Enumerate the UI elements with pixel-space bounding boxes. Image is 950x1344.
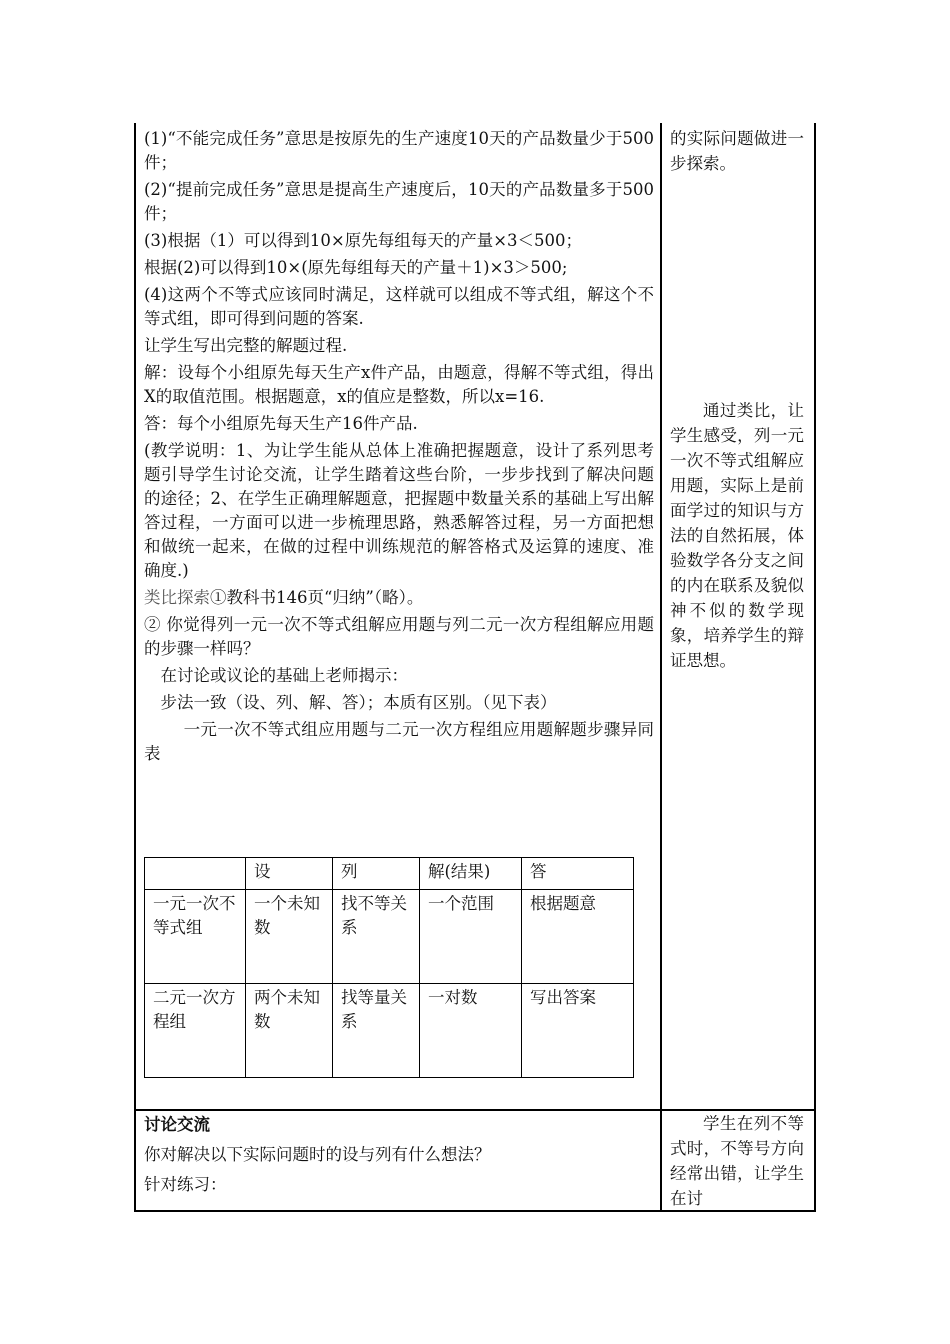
table-cell: 一个范围 bbox=[420, 890, 522, 984]
paragraph-13: 步法一致（设、列、解、答）；本质有区别。（见下表） bbox=[160, 693, 557, 712]
table-row bbox=[145, 984, 634, 1078]
table-cell: 根据题意 bbox=[522, 890, 634, 984]
table-cell: 找等量关系 bbox=[333, 984, 420, 1078]
table-cell: 一个未知数 bbox=[246, 890, 333, 984]
header-cell: 设 bbox=[246, 858, 333, 890]
paragraph-3: (3)根据（1）可以得到10×原先每组每天的产量×3＜500； bbox=[144, 231, 583, 250]
table-cell: 两个未知数 bbox=[246, 984, 333, 1078]
side-note-1 bbox=[670, 126, 804, 176]
main-content bbox=[144, 127, 654, 769]
table-row bbox=[145, 890, 634, 984]
side-note-2 bbox=[670, 398, 804, 673]
lesson-table bbox=[134, 123, 816, 1212]
table-header-row bbox=[145, 858, 634, 890]
paragraph-4: 根据(2)可以得到10×(原先每组每天的产量＋1)×3＞500; bbox=[144, 258, 568, 277]
paragraph-10 bbox=[144, 586, 654, 610]
left-border bbox=[134, 123, 136, 1212]
side-note-text: 通过类比，让学生感受，列一元一次不等式组解应用题，实际上是前面学过的知识与方法的自然拓展，体验数学各分支之间的内在联系及貌似神不似的数学现象，培养学生的辩证思想。 bbox=[670, 401, 804, 670]
paragraph-1: (1)“不能完成任务”意思是按原先的生产速度10天的产品数量少于500件； bbox=[144, 129, 654, 172]
analogy-label: 类比探索 bbox=[144, 588, 210, 607]
paragraph-7: 解：设每个小组原先每天生产x件产品，由题意，得解不等式组，得出X的取值范围。根据题意，x的值应是整数，所以x=16. bbox=[144, 363, 654, 406]
comparison-table bbox=[144, 857, 634, 1078]
analogy-text: ①教科书146页“归纳”（略）。 bbox=[210, 588, 424, 607]
paragraph-6: 让学生写出完整的解题过程. bbox=[144, 336, 348, 355]
discussion-question: 你对解决以下实际问题时的设与列有什么想法？ bbox=[144, 1145, 491, 1164]
discussion-section bbox=[144, 1113, 654, 1200]
side-note-text: 的实际问题做进一步探索。 bbox=[670, 129, 804, 173]
paragraph-8: 答：每个小组原先每天生产16件产品. bbox=[144, 414, 418, 433]
table-caption: 一元一次不等式组应用题与二元一次方程组应用题解题步骤异同表 bbox=[144, 720, 654, 763]
column-divider bbox=[660, 123, 662, 1212]
paragraph-5: (4)这两个不等式应该同时满足，这样就可以组成不等式组，解这个不等式组，即可得到问题的答案. bbox=[144, 285, 654, 328]
table-cell: 二元一次方程组 bbox=[145, 984, 246, 1078]
header-cell: 答 bbox=[522, 858, 634, 890]
discussion-title: 讨论交流 bbox=[144, 1115, 210, 1134]
table-cell: 一对数 bbox=[420, 984, 522, 1078]
header-cell: 解(结果) bbox=[420, 858, 522, 890]
paragraph-2: (2)“提前完成任务”意思是提高生产速度后，10天的产品数量多于500件； bbox=[144, 180, 654, 223]
side-note-text: 学生在列不等式时，不等号方向经常出错，让学生在讨 bbox=[670, 1114, 804, 1208]
practice-label: 针对练习： bbox=[144, 1175, 227, 1194]
table-cell: 一元一次不等式组 bbox=[145, 890, 246, 984]
side-note-3 bbox=[670, 1111, 804, 1211]
right-border bbox=[814, 123, 816, 1212]
header-cell: 列 bbox=[333, 858, 420, 890]
teaching-note: (教学说明：1、为让学生能从总体上准确把握题意，设计了系列思考题引导学生讨论交流，让学生踏着这些台阶，一步步找到了解决问题的途径；2、在学生正确理解题意，把握题中数量关系的基础上写出解答过程，一方面可以进一步梳理思路，熟悉解答过程，另一方面把想和做统一起来，在做的过程中训练规范的解答格式及运算的速度、准确度.) bbox=[144, 441, 654, 580]
table-cell: 找不等关系 bbox=[333, 890, 420, 984]
paragraph-11: ② 你觉得列一元一次不等式组解应用题与列二元一次方程组解应用题的步骤一样吗？ bbox=[144, 615, 654, 658]
table-cell: 写出答案 bbox=[522, 984, 634, 1078]
header-cell bbox=[145, 858, 246, 890]
paragraph-12: 在讨论或议论的基础上老师揭示： bbox=[160, 666, 408, 685]
